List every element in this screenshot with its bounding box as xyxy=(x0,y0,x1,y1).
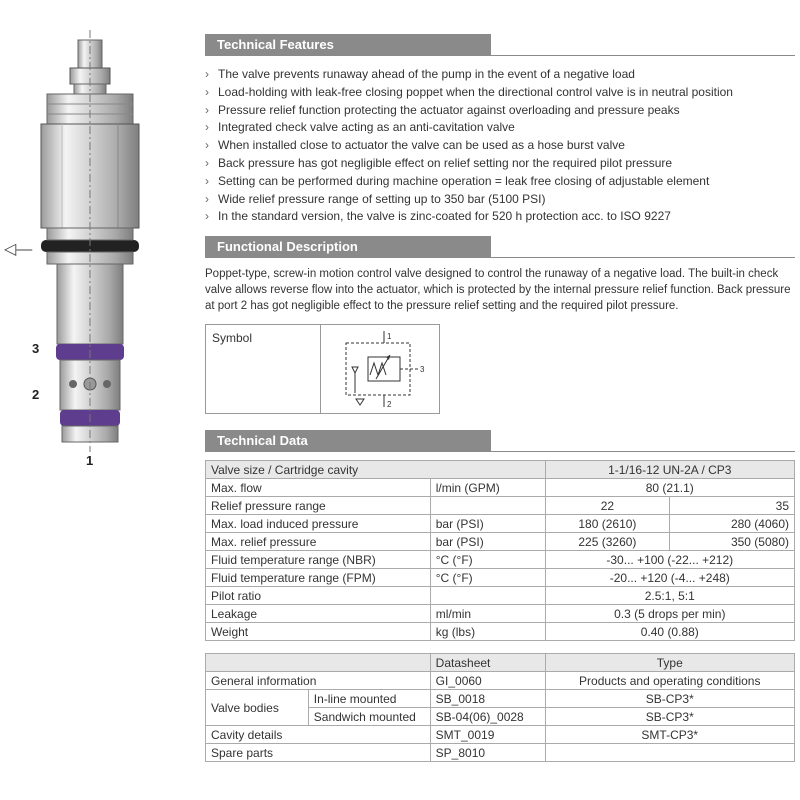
table-cell: Max. load induced pressure xyxy=(206,515,431,533)
table-cell xyxy=(545,744,794,762)
section-title: Functional Description xyxy=(205,236,491,258)
table-row xyxy=(206,672,795,690)
table-cell: -20... +120 (-4... +248) xyxy=(545,569,794,587)
table-cell: SB-CP3* xyxy=(545,708,794,726)
table-cell: -30... +100 (-22... +212) xyxy=(545,551,794,569)
hydraulic-symbol-box xyxy=(205,324,440,414)
valve-drawing xyxy=(0,0,200,800)
table-cell xyxy=(430,587,545,605)
datasheet-content xyxy=(205,34,795,762)
table-cell: SP_8010 xyxy=(430,744,545,762)
table-cell: kg (lbs) xyxy=(430,623,545,641)
table-cell: Max. relief pressure xyxy=(206,533,431,551)
technical-data-header xyxy=(205,430,795,452)
table-row xyxy=(206,726,795,744)
table-cell: GI_0060 xyxy=(430,672,545,690)
table-cell: l/min (GPM) xyxy=(430,479,545,497)
chevron-right-icon: › xyxy=(205,191,209,206)
table-cell: °C (°F) xyxy=(430,569,545,587)
table-row xyxy=(206,533,795,551)
table-cell xyxy=(206,654,431,672)
table-cell: Cavity details xyxy=(206,726,431,744)
list-item: › Wide relief pressure range of setting up to 350 bar (5100 PSI) xyxy=(205,191,795,209)
table-cell: 280 (4060) xyxy=(670,515,795,533)
chevron-right-icon: › xyxy=(205,120,209,135)
table-cell: 35 xyxy=(670,497,795,515)
table-row xyxy=(206,623,795,641)
symbol-port-2-label: 2 xyxy=(387,400,392,410)
table-cell: bar (PSI) xyxy=(430,515,545,533)
table-cell: Spare parts xyxy=(206,744,431,762)
table-cell: 350 (5080) xyxy=(670,533,795,551)
reference-table xyxy=(205,653,795,762)
table-cell: °C (°F) xyxy=(430,551,545,569)
section-title: Technical Features xyxy=(205,34,491,56)
table-cell: Max. flow xyxy=(206,479,431,497)
list-item: › Load-holding with leak-free closing poppet when the directional control valve is in neutral position xyxy=(205,84,795,102)
symbol-port-3-label: 3 xyxy=(420,365,425,375)
list-item: › The valve prevents runaway ahead of the pump in the event of a negative load xyxy=(205,66,795,84)
technical-data-table xyxy=(205,460,795,641)
chevron-right-icon: › xyxy=(205,84,209,99)
table-row xyxy=(206,551,795,569)
table-row xyxy=(206,605,795,623)
table-cell: Valve size / Cartridge cavity xyxy=(206,461,546,479)
table-cell: Pilot ratio xyxy=(206,587,431,605)
chevron-right-icon: › xyxy=(205,209,209,224)
table-cell: Relief pressure range xyxy=(206,497,431,515)
hydraulic-symbol-icon xyxy=(326,327,436,413)
table-cell: 0.40 (0.88) xyxy=(545,623,794,641)
table-cell: 22 xyxy=(545,497,670,515)
table-cell: SB_0018 xyxy=(430,690,545,708)
functional-description-header xyxy=(205,236,795,258)
features-list xyxy=(205,66,795,226)
table-cell: Fluid temperature range (FPM) xyxy=(206,569,431,587)
list-item: › When installed close to actuator the valve can be used as a hose burst valve xyxy=(205,137,795,155)
list-item: › Setting can be performed during machine operation = leak free closing of adjustable element xyxy=(205,173,795,191)
table-cell: Datasheet xyxy=(430,654,545,672)
port-arrow-icon: ◁— xyxy=(4,241,33,258)
table-cell: 1-1/16-12 UN-2A / CP3 xyxy=(545,461,794,479)
chevron-right-icon: › xyxy=(205,173,209,188)
table-cell: SB-04(06)_0028 xyxy=(430,708,545,726)
port-1-label: 1 xyxy=(86,453,94,468)
table-cell: General information xyxy=(206,672,431,690)
table-row xyxy=(206,587,795,605)
table-cell: SMT_0019 xyxy=(430,726,545,744)
list-item: › Integrated check valve acting as an anti-cavitation valve xyxy=(205,119,795,137)
table-row xyxy=(206,654,795,672)
functional-description-text: Poppet-type, screw-in motion control valve designed to control the runaway of a negative load. The built-in check valve allows reverse flow into the actuator, which is protected by the internal pressure relief function. Back pressure at port 2 has got negligible effect to the pressure relief setting and the required pilot pressure. xyxy=(205,268,791,313)
table-cell: Type xyxy=(545,654,794,672)
technical-features-header xyxy=(205,34,795,56)
list-item: › Back pressure has got negligible effect on relief setting nor the required pilot pressure xyxy=(205,155,795,173)
table-row xyxy=(206,569,795,587)
table-cell: ml/min xyxy=(430,605,545,623)
chevron-right-icon: › xyxy=(205,138,209,153)
table-cell: In-line mounted xyxy=(308,690,430,708)
table-cell: Weight xyxy=(206,623,431,641)
table-cell: Sandwich mounted xyxy=(308,708,430,726)
port-2-label: 2 xyxy=(32,387,40,402)
table-row xyxy=(206,515,795,533)
table-cell: Valve bodies xyxy=(206,690,309,726)
port-3-label: 3 xyxy=(32,341,40,356)
chevron-right-icon: › xyxy=(205,155,209,170)
list-item: › Pressure relief function protecting the actuator against overloading and pressure peaks xyxy=(205,102,795,120)
table-row xyxy=(206,479,795,497)
chevron-right-icon: › xyxy=(205,102,209,117)
table-cell: 225 (3260) xyxy=(545,533,670,551)
table-cell: bar (PSI) xyxy=(430,533,545,551)
table-cell: 180 (2610) xyxy=(545,515,670,533)
table-row xyxy=(206,744,795,762)
table-cell xyxy=(430,497,545,515)
table-cell: Leakage xyxy=(206,605,431,623)
list-item: › In the standard version, the valve is zinc-coated for 520 h protection acc. to ISO 9227 xyxy=(205,208,795,226)
table-cell: Products and operating conditions xyxy=(545,672,794,690)
chevron-right-icon: › xyxy=(205,67,209,81)
table-cell: 80 (21.1) xyxy=(545,479,794,497)
table-cell: Fluid temperature range (NBR) xyxy=(206,551,431,569)
symbol-port-1-label: 1 xyxy=(387,332,392,342)
table-cell: 2.5:1, 5:1 xyxy=(545,587,794,605)
table-cell: 0.3 (5 drops per min) xyxy=(545,605,794,623)
symbol-label: Symbol xyxy=(212,331,253,346)
table-row xyxy=(206,461,795,479)
table-row xyxy=(206,690,795,708)
table-cell: SMT-CP3* xyxy=(545,726,794,744)
section-title: Technical Data xyxy=(205,430,491,452)
table-cell: SB-CP3* xyxy=(545,690,794,708)
valve-cartridge-illustration xyxy=(0,0,200,800)
table-row xyxy=(206,497,795,515)
